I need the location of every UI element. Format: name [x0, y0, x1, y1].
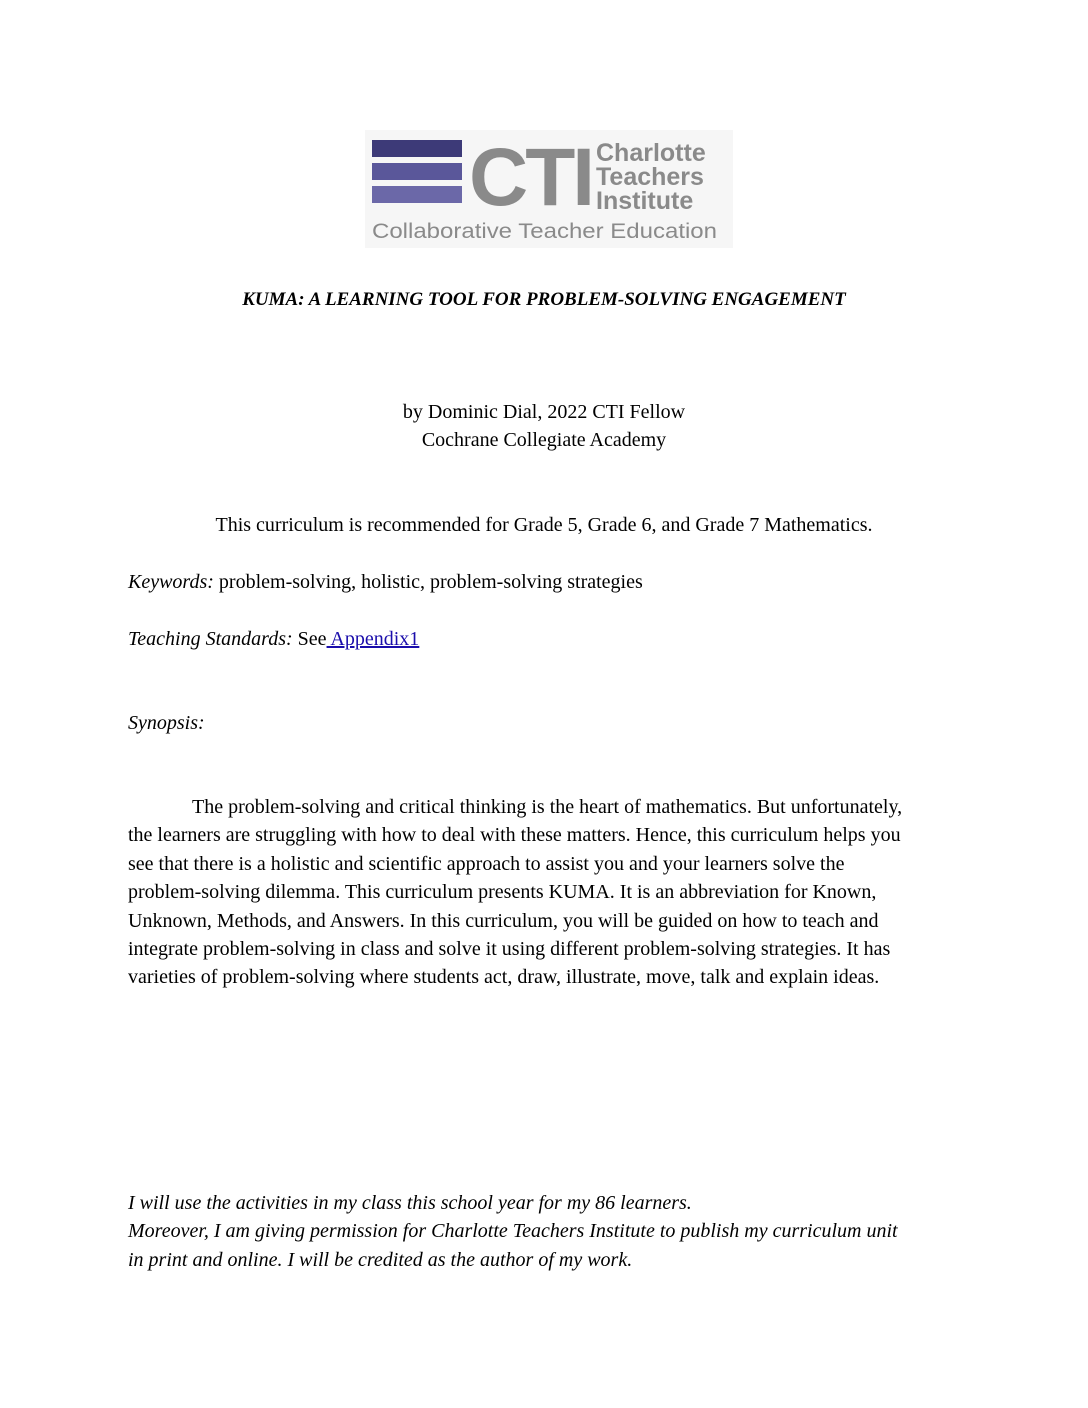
grade-recommendation: This curriculum is recommended for Grade 5, Grade 6, and Grade 7 Mathematics.	[215, 514, 873, 536]
synopsis-line: The problem-solving and critical thinking is the heart of mathematics. But unfortunately,	[192, 796, 903, 818]
logo-name-line-3: Institute	[596, 187, 694, 215]
synopsis-heading: Synopsis:	[128, 712, 205, 734]
synopsis-line: the learners are struggling with how to deal with these matters. Hence, this curriculum helps you	[128, 824, 901, 847]
permission-statement	[128, 1189, 968, 1274]
synopsis-paragraph	[128, 793, 958, 992]
appendix-link[interactable]: Appendix1	[326, 628, 420, 650]
synopsis-line: problem-solving dilemma. This curriculum presents KUMA. It is an abbreviation for Known,	[128, 881, 877, 904]
synopsis-line: see that there is a holistic and scientific approach to assist you and your learners solve the	[128, 852, 845, 875]
teaching-standards-prefix: See	[292, 628, 327, 650]
logo-acronym: CTI	[469, 132, 593, 223]
synopsis-line: varieties of problem-solving where students act, draw, illustrate, move, talk and explain ideas.	[128, 966, 880, 989]
teaching-standards-label: Teaching Standards:	[128, 628, 293, 650]
permission-line: Moreover, I am giving permission for Charlotte Teachers Institute to publish my curriculum unit	[128, 1220, 898, 1243]
cti-logo-graphic	[365, 130, 733, 248]
keywords-value: problem-solving, holistic, problem-solving strategies	[213, 571, 643, 593]
author-byline: by Dominic Dial, 2022 CTI Fellow	[402, 401, 686, 423]
logo-name-line-1: Charlotte	[596, 139, 706, 167]
cti-logo	[365, 130, 733, 248]
permission-line: I will use the activities in my class this school year for my 86 learners.	[128, 1192, 692, 1214]
author-school: Cochrane Collegiate Academy	[421, 429, 667, 451]
teaching-standards-line	[128, 625, 419, 653]
synopsis-line: Unknown, Methods, and Answers. In this curriculum, you will be guided on how to teach and	[128, 909, 879, 932]
document-title: KUMA: A LEARNING TOOL FOR PROBLEM-SOLVING ENGAGEMENT	[242, 289, 846, 310]
keywords-label: Keywords:	[128, 571, 214, 593]
permission-line: in print and online. I will be credited as the author of my work.	[128, 1248, 633, 1271]
logo-tagline: Collaborative Teacher Education	[372, 220, 717, 243]
keywords-line	[128, 568, 643, 596]
logo-bar-top	[372, 140, 462, 157]
logo-bar-middle	[372, 163, 462, 180]
logo-bar-bottom	[372, 186, 462, 203]
synopsis-line: integrate problem-solving in class and solve it using different problem-solving strategies. It has	[128, 938, 891, 961]
logo-name-line-2: Teachers	[596, 163, 704, 191]
